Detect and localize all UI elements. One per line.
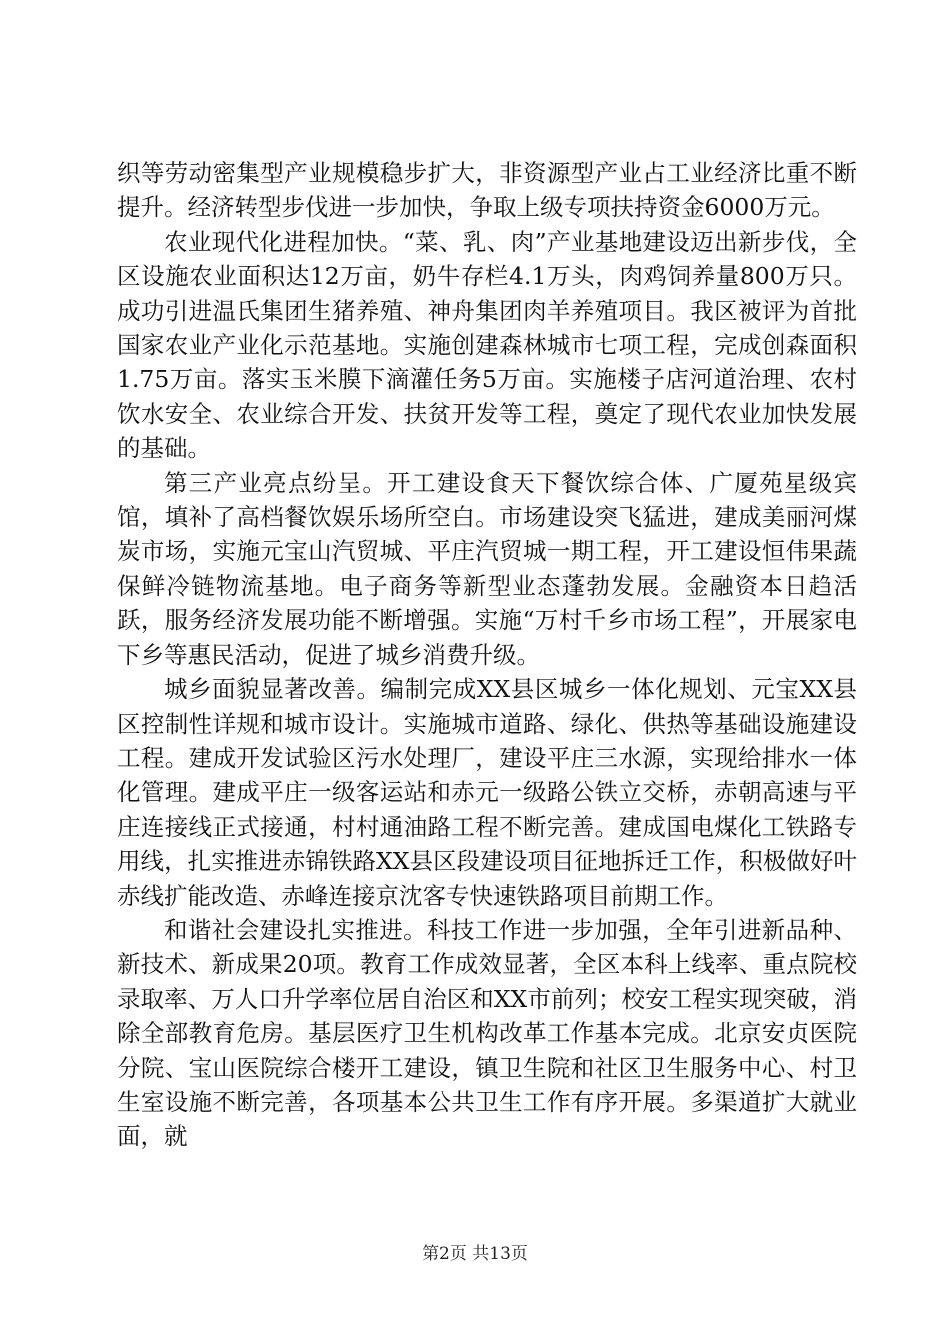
paragraph-urban-rural: 城乡面貌显著改善。编制完成XX县区城乡一体化规划、元宝XX县区控制性详规和城市设计。实施城市道路、绿化、供热等基础设施建设工程。建成开发试验区污水处理厂，建设平庄三水源，实现给排水一体化管理。建成平庄一级客运站和赤元一级路公铁立交桥，赤朝高速与平庄连接线正式接通，村村通油路工程不断完善。建成国电煤化工铁路专用线，扎实推进赤锦铁路XX县区段建设项目征地拆迁工作，积极做好叶赤线扩能改造、赤峰连接京沈客专快速铁路项目前期工作。 — [117, 675, 857, 910]
page-number: 第2页 共13页 — [422, 1244, 528, 1264]
paragraph-continued: 织等劳动密集型产业规模稳步扩大，非资源型产业占工业经济比重不断提升。经济转型步伐进一步加快，争取上级专项扶持资金6000万元。 — [117, 159, 857, 222]
paragraph-tertiary-industry: 第三产业亮点纷呈。开工建设食天下餐饮综合体、广厦苑星级宾馆，填补了高档餐饮娱乐场所空白。市场建设突飞猛进，建成美丽河煤炭市场，实施元宝山汽贸城、平庄汽贸城一期工程，开工建设恒伟果蔬保鲜冷链物流基地。电子商务等新型业态蓬勃发展。金融资本日趋活跃，服务经济发展功能不断增强。实施“万村千乡市场工程”，开展家电下乡等惠民活动，促进了城乡消费升级。 — [117, 468, 857, 669]
paragraph-harmonious-society: 和谐社会建设扎实推进。科技工作进一步加强，全年引进新品种、新技术、新成果20项。教育工作成效显著，全区本科上线率、重点院校录取率、万人口升学率位居自治区和XX市前列；校安工程实现突破，消除全部教育危房。基层医疗卫生机构改革工作基本完成。北京安贞医院分院、宝山医院综合楼开工建设，镇卫生院和社区卫生服务中心、村卫生室设施不断完善，各项基本公共卫生工作有序开展。多渠道扩大就业面，就 — [117, 915, 857, 1151]
page-footer — [0, 1243, 950, 1265]
document-body — [117, 156, 857, 1154]
paragraph-agriculture: 农业现代化进程加快。“菜、乳、肉”产业基地建设迈出新步伐，全区设施农业面积达12万亩，奶牛存栏4.1万头，肉鸡饲养量800万只。成功引进温氏集团生猪养殖、神舟集团肉羊养殖项目。我区被评为首批国家农业产业化示范基地。实施创建森林城市七项工程，完成创森面积1.75万亩。落实玉米膜下滴灌任务5万亩。实施楼子店河道治理、农村饮水安全、农业综合开发、扶贫开发等工程，奠定了现代农业加快发展的基础。 — [117, 227, 857, 463]
